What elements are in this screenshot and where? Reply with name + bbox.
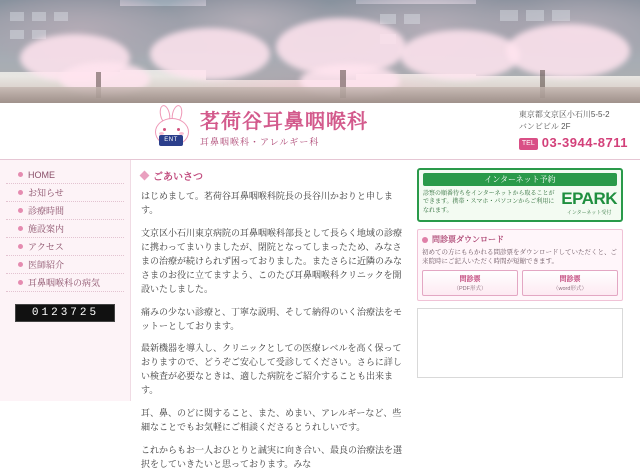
bullet-icon: [18, 172, 23, 177]
article-paragraph: これからもお一人おひとりと誠実に向き合い、最良の治療法を選択をしていきたいと思っております。みな: [141, 445, 403, 469]
epark-body: [423, 189, 617, 216]
greeting-article: [141, 168, 409, 469]
epark-logo: EPARK: [561, 189, 617, 208]
pin-icon: [422, 237, 428, 243]
sidebar-item-facility[interactable]: [6, 220, 124, 238]
bullet-icon: [18, 190, 23, 195]
questionnaire-download-box: [417, 229, 623, 301]
epark-sub-label: インターネット受付: [566, 210, 612, 216]
address-line-2: バンビビル 2F: [518, 121, 571, 131]
download-description: 初めての方にもらかれる問診票をダウンロードしていただくと、ご来院時にご記入いただく時間が短縮できます。: [422, 249, 617, 266]
tel-number: 03-3944-8711: [541, 135, 628, 151]
download-word-label: 問診票: [559, 276, 581, 284]
clinic-logo[interactable]: [148, 106, 368, 152]
epark-note: 診察の順番待ちをインターネットから取ることができます。携帯・スマホ・パソコンからご利用になれます。: [423, 191, 555, 214]
sidebar-item-label: お知らせ: [28, 188, 64, 198]
sidebar-item-hours[interactable]: [6, 202, 124, 220]
article-paragraph: はじめまして。茗荷谷耳鼻咽喉科院長の長谷川かおりと申します。: [141, 191, 393, 215]
counter-digit: 0: [31, 307, 41, 319]
sidebar-item-label: HOME: [28, 169, 55, 180]
download-buttons: [422, 270, 618, 296]
counter-digit: 5: [89, 307, 99, 319]
article-paragraph: 最新機器を導入し、クリニックとしての医療レベルを高く保っておりますので、どうぞご安心して受診してください。さらに詳しい検査が必要なときは、適した病院をご紹介することも出来ます。: [141, 343, 402, 396]
article-paragraph: 痛みの少ない診療と、丁寧な説明、そして納得のいく治療法をモットーとしております。: [141, 306, 403, 331]
epark-header-label: インターネット予約: [423, 173, 617, 186]
download-pdf-label: 問診票: [459, 276, 481, 284]
sidebar-item-label: 耳鼻咽喉科の病気: [28, 278, 101, 288]
diamond-icon: [140, 171, 150, 181]
sidebar-placeholder-box: [417, 308, 623, 378]
download-word-format: （word形式）: [553, 286, 587, 293]
sidebar-item-access[interactable]: [6, 238, 124, 256]
sidebar-item-news[interactable]: [6, 184, 124, 202]
bullet-icon: [18, 280, 23, 285]
article-paragraph: 耳、鼻、のどに関すること、また、めまい、アレルギーなど、些細なことでもお気軽にご相談くださるとうれしいです。: [141, 408, 402, 433]
sidebar-item-label: 医師紹介: [28, 260, 65, 270]
article-paragraph: 文京区小石川東京病院の耳鼻咽喉科部長として長らく地域の診療に携わってまいりましたが、閉院となってしまったため、みなさまの治療が続けられず困っておりました。またさらに近隣のみなさまのお役に立てますよう、このたび耳鼻咽喉科クリニックを開設いたしました。: [141, 227, 403, 294]
download-title-row: [422, 234, 618, 245]
article-heading-label: ごあいさつ: [153, 172, 203, 183]
epark-reservation-banner[interactable]: [417, 168, 623, 222]
bullet-icon: [18, 208, 23, 213]
tel-badge: TEL: [519, 138, 538, 150]
sidebar-item-label: アクセス: [28, 242, 64, 252]
content-area: [131, 160, 640, 469]
ent-badge-label: ENT: [159, 135, 183, 146]
rabbit-logo-icon: [148, 106, 194, 152]
sidebar-item-label: 施設案内: [28, 224, 65, 234]
counter-digit: 2: [51, 307, 60, 319]
article-heading: [141, 168, 409, 183]
counter-digit: 7: [70, 307, 79, 319]
counter-digit: 2: [79, 307, 89, 319]
bullet-icon: [18, 226, 23, 231]
download-title: 問診票ダウンロード: [432, 235, 504, 244]
sidebar-nav: [0, 160, 131, 401]
sidebar-item-label: 診療時間: [28, 206, 65, 216]
sidebar-item-diseases[interactable]: [6, 274, 124, 292]
download-pdf-format: （PDF形式）: [453, 286, 487, 293]
clinic-name: 茗荷谷耳鼻咽喉科: [200, 110, 368, 133]
counter-digit: 3: [60, 307, 70, 319]
download-word-button[interactable]: [522, 270, 618, 296]
sidebar-item-doctor[interactable]: [6, 256, 124, 274]
download-pdf-button[interactable]: [422, 270, 518, 296]
clinic-subtitle: 耳鼻咽喉科・アレルギー科: [200, 136, 320, 147]
telephone-row: [519, 134, 628, 153]
visitor-counter: [15, 304, 115, 322]
hero-photo-cherry-blossoms: [0, 0, 640, 103]
sidebar-item-home[interactable]: [6, 166, 124, 184]
bullet-icon: [18, 262, 23, 267]
main-body: [0, 160, 640, 469]
site-header: [0, 103, 640, 160]
address-line-1: 東京都文京区小石川5-5-2: [518, 110, 610, 119]
counter-digit: 1: [41, 307, 51, 319]
bullet-icon: [18, 244, 23, 249]
clinic-address-block: [519, 109, 628, 153]
right-column: [417, 168, 623, 401]
